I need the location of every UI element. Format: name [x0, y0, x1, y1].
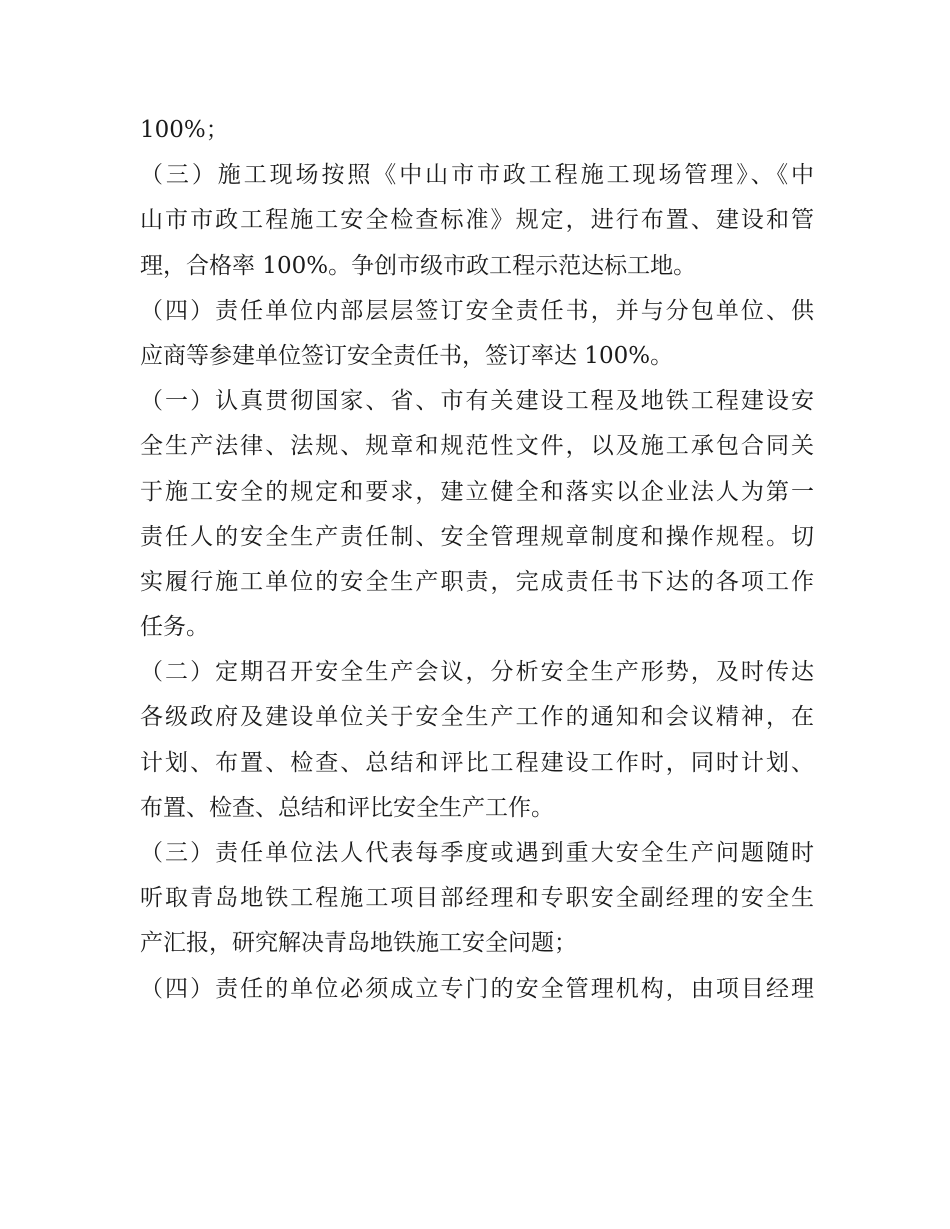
text-line: （三）责任单位法人代表每季度或遇到重大安全生产问题随时 [140, 840, 814, 866]
text-line: 应商等参建单位签订安全责任书，签订率达 100%。 [140, 342, 674, 369]
text-line: （四）责任的单位必须成立专门的安全管理机构，由项目经理 [140, 975, 814, 1002]
text-line: （一）认真贯彻国家、省、市有关建设工程及地铁工程建设安 [140, 388, 814, 415]
document-body [140, 108, 814, 1012]
text-line: 布置、检查、总结和评比安全生产工作。 [140, 794, 554, 821]
text-line: （二）定期召开安全生产会议，分析安全生产形势，及时传达 [140, 659, 814, 686]
text-line: 产汇报，研究解决青岛地铁施工安全问题； [140, 930, 577, 957]
text-line: 山市市政工程施工安全检查标准》规定，进行布置、建设和管 [140, 207, 814, 234]
text-line: （三）施工现场按照《中山市市政工程施工现场管理》、《中 [140, 162, 814, 189]
text-line: 理，合格率 100%。争创市级市政工程示范达标工地。 [140, 252, 697, 279]
text-line: 责任人的安全生产责任制、安全管理规章制度和操作规程。切 [140, 523, 814, 550]
text-line: 实履行施工单位的安全生产职责，完成责任书下达的各项工作 [140, 568, 814, 595]
text-line: 于施工安全的规定和要求，建立健全和落实以企业法人为第一 [140, 478, 814, 505]
text-line: 全生产法律、法规、规章和规范性文件，以及施工承包合同关 [140, 433, 814, 460]
text-line: 100%； [140, 117, 229, 143]
text-line: 计划、布置、检查、总结和评比工程建设工作时，同时计划、 [140, 749, 814, 776]
text-line: 听取青岛地铁工程施工项目部经理和专职安全副经理的安全生 [140, 885, 814, 912]
text-line: 各级政府及建设单位关于安全生产工作的通知和会议精神，在 [140, 704, 814, 731]
text-line: （四）责任单位内部层层签订安全责任书，并与分包单位、供 [140, 297, 814, 324]
text-line: 任务。 [140, 614, 209, 641]
